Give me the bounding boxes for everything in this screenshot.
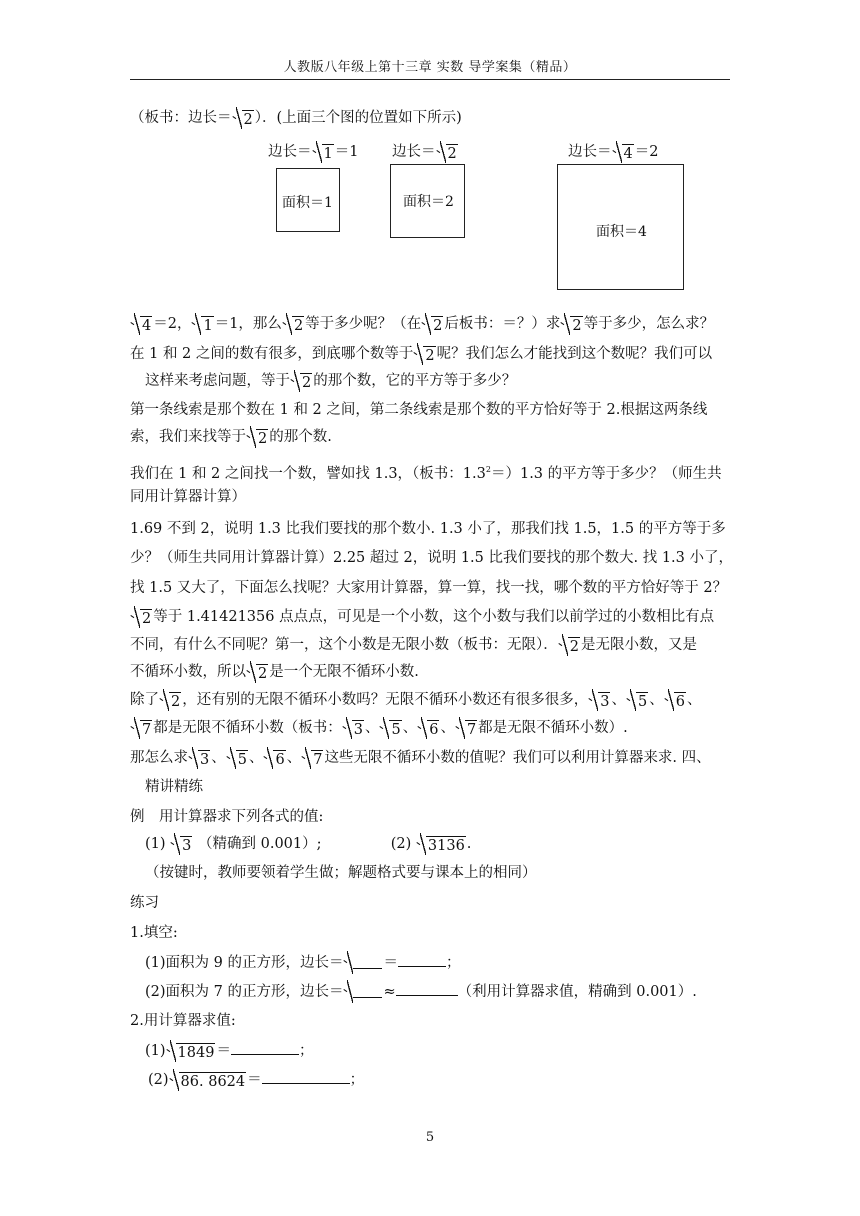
practice-q2-b [148, 1069, 364, 1090]
para3-line2: 同用计算器计算） [130, 489, 246, 505]
text: (2)面积为 7 的正方形，边长＝ [145, 984, 344, 1000]
text: 、 [611, 692, 626, 708]
radicand: 1 [203, 318, 213, 334]
sqrt-2 [414, 346, 435, 364]
sqrt-2 [559, 637, 580, 655]
text: ； [445, 955, 461, 971]
text: ＝ [247, 1072, 262, 1088]
radicand: 2 [569, 639, 579, 655]
text: 不循环小数，所以 [130, 664, 246, 680]
radicand: 3 [600, 694, 610, 710]
text: 等于 1.41421356 点点点，可见是一个小数，这个小数与我们以前学过的小数相比有点 [153, 609, 715, 625]
text: (2) [148, 1072, 169, 1088]
radicand: 3 [200, 752, 210, 768]
text: 呢？我们怎么才能找到这个数呢？我们可以 [436, 346, 713, 362]
text: 、 [211, 750, 226, 766]
para1-line1 [130, 314, 714, 334]
radicand: 6 [429, 722, 439, 738]
radicand: 3136 [427, 838, 465, 854]
sqrt-7 [131, 720, 152, 738]
square-1-label: 面积＝1 [282, 195, 333, 211]
answer-blank[interactable] [353, 954, 382, 969]
sqrt-5 [380, 720, 401, 738]
sqrt-blank [344, 954, 382, 973]
sqrt-1 [313, 144, 334, 162]
radicand: 4 [142, 318, 152, 334]
radicand: 2 [258, 666, 268, 682]
sqrt-6 [665, 692, 686, 710]
practice-q2-a [145, 1040, 313, 1061]
square-2-caption [392, 140, 459, 162]
page-number: 5 [425, 1130, 435, 1145]
text: 、 [286, 750, 302, 766]
text: 那怎么求 [130, 750, 188, 766]
sqrt-2 [233, 110, 254, 128]
para4-line2: 少？（师生共同用计算器计算）2.25 超过 2，说明 1.5 比我们要找的那个数大. 找 1.3 小了， [130, 550, 734, 566]
example-questions [145, 834, 471, 854]
sqrt-5 [227, 750, 248, 768]
sqrt-6 [418, 720, 439, 738]
para1-line2 [130, 344, 712, 364]
sqrt-2 [283, 316, 304, 334]
radicand: 2 [447, 146, 457, 162]
radicand: 5 [637, 694, 648, 710]
radicand: 2 [293, 318, 304, 334]
radicand: 7 [313, 752, 323, 768]
superscript: 2 [485, 465, 491, 474]
para4-line3: 找 1.5 又大了，下面怎么找呢？大家用计算器，算一算，找一找，哪个数的平方恰好等于 2？ [130, 580, 728, 596]
practice-q1-a [145, 952, 460, 973]
radicand: 2 [243, 112, 253, 128]
radicand: 5 [237, 752, 247, 768]
para3-line1 [130, 460, 722, 484]
text: ； [349, 1072, 365, 1088]
answer-blank[interactable] [231, 1040, 299, 1055]
sqrt-2 [131, 609, 152, 627]
sqrt-7 [302, 750, 323, 768]
practice-q1-b [145, 981, 697, 1002]
text: (2) [390, 836, 412, 852]
radicand: 86. 8624 [180, 1074, 246, 1090]
text: 我们在 1 和 2 之间找一个数，譬如找 1.3，（板书：1.3 [130, 465, 486, 482]
para2-line1: 第一条线索是那个数在 1 和 2 之间，第二条线索是那个数的平方恰好等于 2.根据这两条线 [130, 402, 708, 418]
sqrt-7 [456, 720, 477, 738]
radicand: 2 [572, 318, 582, 334]
para4-line6 [130, 662, 419, 682]
sqrt-6 [264, 750, 285, 768]
para6-line2: 精讲精练 [145, 779, 203, 795]
text: ； [298, 1043, 314, 1059]
square-1-caption [268, 140, 358, 162]
para5-line2 [130, 718, 628, 738]
text: (1)面积为 9 的正方形，边长＝ [145, 955, 344, 971]
sqrt-3 [189, 750, 210, 768]
radicand: 6 [675, 694, 685, 710]
sqrt-86-8624 [170, 1072, 247, 1090]
sqrt-1849 [167, 1043, 216, 1061]
sqrt-2 [422, 316, 443, 334]
para5-line1 [130, 690, 701, 710]
radicand: 2 [142, 611, 152, 627]
sqrt-2 [160, 692, 181, 710]
radicand: 3 [353, 722, 363, 738]
para1-line3 [145, 371, 516, 391]
radicand: 2 [425, 348, 435, 364]
answer-blank[interactable] [398, 952, 446, 967]
text: ＝）1.3 的平方等于多少？（师生共 [490, 465, 722, 482]
radicand: 7 [466, 722, 477, 738]
board-note-post: ）．(上面三个图的位置如下所示) [254, 110, 462, 126]
text: （利用计算器求值，精确到 0.001）. [457, 984, 697, 1000]
text: 除了 [130, 692, 159, 708]
text: 等于多少，怎么求？ [583, 316, 715, 332]
text: (1) [145, 1043, 166, 1059]
sqrt-4 [131, 316, 152, 334]
answer-blank[interactable] [353, 983, 382, 998]
caption-post: ＝1 [334, 144, 359, 160]
text: 的那个数，它的平方等于多少？ [313, 373, 517, 389]
text: 、 [248, 750, 264, 766]
caption-pre: 边长＝ [392, 144, 436, 160]
text: 、 [686, 692, 702, 708]
practice-title: 练习 [130, 895, 159, 911]
sqrt-2 [437, 144, 458, 162]
board-note [130, 108, 462, 128]
text: ≈ [383, 984, 396, 1000]
para2-line2 [130, 427, 332, 447]
caption-pre: 边长＝ [568, 144, 612, 160]
text: 是无限小数，又是 [580, 637, 697, 653]
sqrt-4 [613, 144, 634, 162]
answer-blank[interactable] [262, 1069, 350, 1084]
text: 在 1 和 2 之间的数有很多，到底哪个数等于 [130, 346, 414, 362]
text: 是一个无限不循环小数. [269, 664, 419, 680]
radicand: 3 [182, 838, 192, 854]
text: 都是无限不循环小数（板书： [153, 720, 342, 736]
text: 的那个数. [269, 429, 332, 445]
text: ＝2， [153, 316, 192, 332]
caption-pre: 边长＝ [268, 144, 312, 160]
sqrt-blank [344, 983, 382, 1002]
sqrt-3 [171, 836, 192, 854]
practice-q1-title: 1.填空: [130, 925, 178, 941]
sqrt-5 [627, 692, 648, 710]
text: 这些无限不循环小数的值呢？我们可以利用计算器来求. 四、 [324, 750, 711, 766]
header-divider [130, 79, 730, 80]
text: 、 [402, 720, 418, 736]
sqrt-2 [247, 664, 268, 682]
radicand: 2 [433, 318, 443, 334]
answer-blank[interactable] [396, 981, 458, 996]
radicand: 6 [275, 752, 285, 768]
example-note: （按键时，教师要领着学生做；解题格式要与课本上的相同） [145, 865, 537, 881]
para4-line1: 1.69 不到 2，说明 1.3 比我们要找的那个数小. 1.3 小了，那我们找 1.5，1.5 的平方等于多 [130, 521, 726, 537]
square-3-label: 面积＝4 [596, 224, 647, 240]
text: 这样来考虑问题，等于 [145, 373, 290, 389]
board-note-pre: （板书：边长＝ [130, 110, 232, 126]
para4-line5 [130, 635, 697, 655]
text: 、 [649, 692, 664, 708]
text: 索，我们来找等于 [130, 429, 246, 445]
page-header: 人教版八年级上第十三章 实数 导学案集（精品） [283, 60, 577, 75]
sqrt-2 [561, 316, 582, 334]
sqrt-1 [192, 316, 213, 334]
sqrt-3 [589, 692, 610, 710]
text: 都是无限不循环小数）. [478, 720, 628, 736]
para6-line1 [130, 748, 711, 768]
sqrt-2 [291, 373, 312, 391]
sqrt-3 [343, 720, 364, 738]
para4-line4 [130, 607, 714, 627]
text: ，还有别的无限不循环小数吗？无限不循环小数还有很多很多， [182, 692, 589, 708]
practice-q2-title: 2.用计算器求值: [130, 1013, 236, 1029]
text: 、 [440, 720, 455, 736]
radicand: 2 [171, 694, 181, 710]
text: （精确到 0.001）; [198, 836, 322, 852]
square-2-label: 面积＝2 [403, 194, 454, 210]
example-title: 例 用计算器求下列各式的值: [130, 809, 324, 825]
radicand: 1 [323, 146, 333, 162]
radicand: 1849 [177, 1045, 215, 1061]
radicand: 5 [391, 722, 401, 738]
sqrt-3136 [417, 836, 466, 854]
text: ＝1，那么 [214, 316, 282, 332]
radicand: 4 [623, 146, 633, 162]
radicand: 2 [302, 375, 312, 391]
text: (1) [145, 836, 166, 852]
caption-post: ＝2 [634, 144, 659, 160]
text: ＝ [383, 955, 398, 971]
text: 、 [364, 720, 380, 736]
square-3-caption [568, 140, 658, 162]
text: . [466, 836, 472, 852]
text: 后板书：＝？）求 [444, 316, 561, 332]
text: 不同，有什么不同呢？第一，这个小数是无限小数（板书：无限）． [130, 637, 558, 653]
text: 等于多少呢？（在 [305, 316, 422, 332]
radicand: 2 [258, 431, 268, 447]
radicand: 7 [142, 722, 152, 738]
text: ＝ [216, 1043, 231, 1059]
sqrt-2 [247, 429, 268, 447]
